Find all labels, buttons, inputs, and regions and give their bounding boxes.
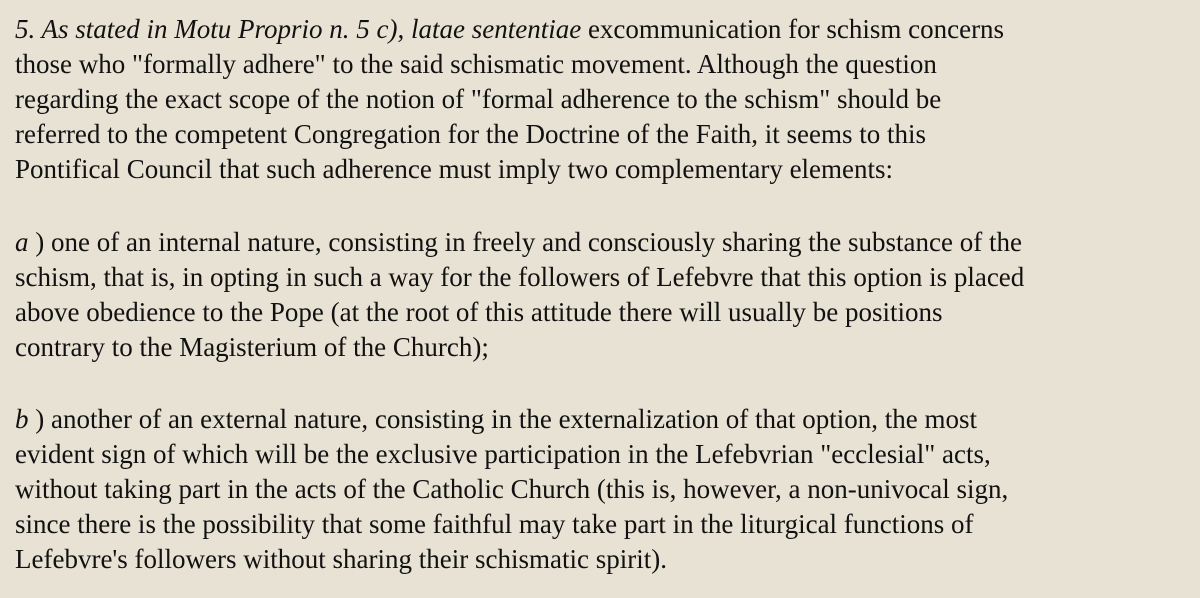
line-text: ) another of an external nature, consisting in the externalization of that option, the most [35, 404, 977, 434]
paragraph-line: Pontifical Council that such adherence must imply two complementary elements: [15, 154, 894, 184]
paragraph-line: those who "formally adhere" to the said schismatic movement. Although the question [15, 49, 937, 79]
paragraph-line [15, 12, 1004, 47]
paragraph-line: without taking part in the acts of the Catholic Church (this is, however, a non-univocal sign, [15, 474, 1009, 504]
paragraph-line: referred to the competent Congregation for the Doctrine of the Faith, it seems to this [15, 119, 926, 149]
paragraph-line [15, 225, 1024, 260]
paragraph-line: since there is the possibility that some faithful may take part in the liturgical functions of [15, 509, 974, 539]
paragraph-line: Lefebvre's followers without sharing their schismatic spirit). [15, 544, 667, 574]
paragraph-line: evident sign of which will be the exclusive participation in the Lefebvrian "ecclesial" acts, [15, 439, 991, 469]
list-marker-b: b [15, 404, 29, 434]
list-marker-a: a [15, 227, 29, 257]
paragraph-line [15, 402, 1008, 437]
line-text: excommunication for schism concerns [581, 14, 1005, 44]
line-text: ) one of an internal nature, consisting in freely and consciously sharing the substance of the [35, 227, 1022, 257]
paragraph-line: regarding the exact scope of the notion of "formal adherence to the schism" should be [15, 84, 942, 114]
italic-lead-text: 5. As stated in Motu Proprio n. 5 c), latae sententiae [15, 14, 582, 44]
paragraph-external-element [15, 402, 1008, 577]
paragraph-formal-adherence [15, 12, 1004, 187]
paragraph-line: schism, that is, in opting in such a way for the followers of Lefebvre that this option is placed [15, 262, 1025, 292]
paragraph-line: above obedience to the Pope (at the root of this attitude there will usually be positions [15, 297, 943, 327]
paragraph-line: contrary to the Magisterium of the Church); [15, 332, 489, 362]
paragraph-internal-element [15, 225, 1024, 365]
